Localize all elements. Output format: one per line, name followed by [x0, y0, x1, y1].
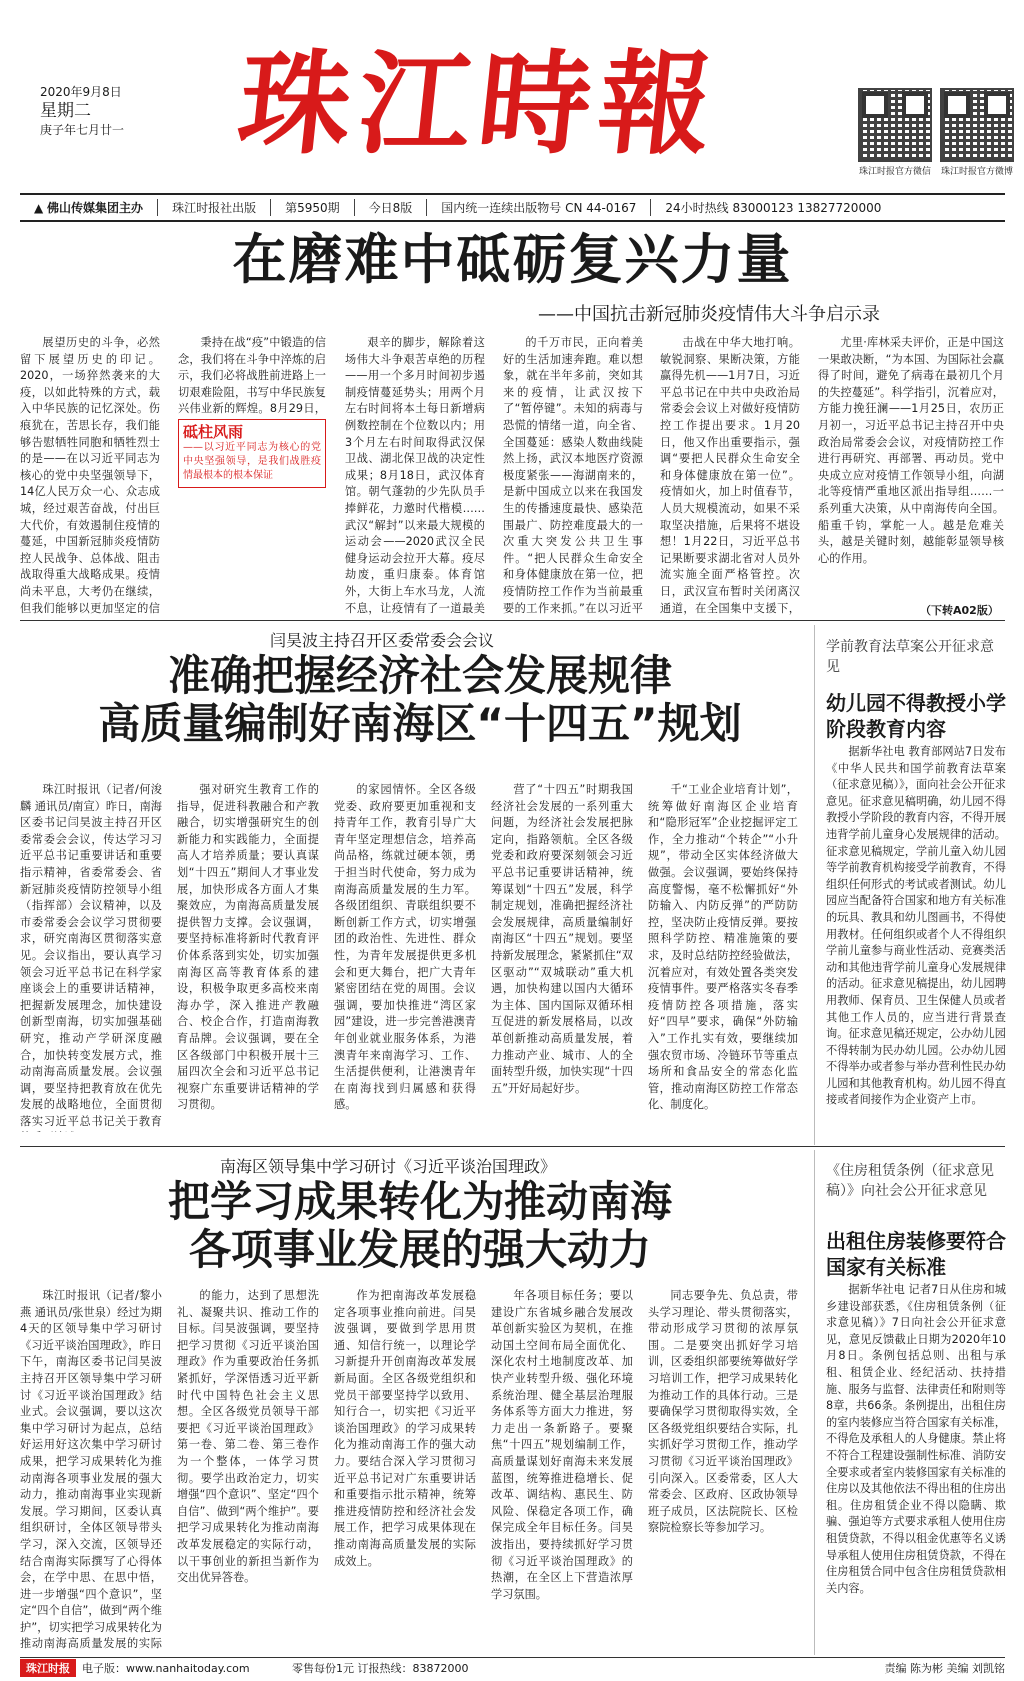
footer-tag: 珠江时报 — [20, 1659, 76, 1677]
issue-weekday: 星期二 — [40, 101, 91, 121]
masthead-date-block — [40, 84, 124, 138]
issue-date: 2020年9月8日 — [40, 85, 122, 99]
footer-price: 零售每份1元 订报热线：83872000 — [292, 1662, 469, 1675]
side1-body: 据新华社电 教育部网站7日发布《中华人民共和国学前教育法草案（征求意见稿）》，面向社会公开征求意见。征求意见稿明确，幼儿园不得教授小学阶段的教育内容，不得开展违背学前儿童身心发展规律的活动。征求意见稿规定，学前儿童入幼儿园等学前教育机构接受学前教育，不得组织任何形式的考试或者测试。幼儿园应当配备符合国家和地方有关标准的玩具、教具和幼儿图画书，不得使用教材。任何组织或者个人不得组织学前儿童参与商业性活动、竞赛类活动和其他违背学前儿童身心发展规律的活动。征求意见稿提出，幼儿园聘用教师、保育员、卫生保健人员或者其他工作人员的，应当进行背景查询。征求意见稿还规定，公办幼儿园不得转制为民办幼儿园。公办幼儿园不得举办或者参与举办营利性民办幼儿园和其他教育机构。幼儿园不得直接或者间接作为企业资产上市。 — [826, 745, 1006, 1107]
story2-column-2: 强对研究生教育工作的指导，促进科教融合和产教融合，切实增强研究生的创新能力和实践能力，全面提高人才培养质量；要认真谋划“十四五”期间人才事业发展，加快形成各方面人才集聚效应，为南海高质量发展提供智力支撑。会议强调，要坚持标准将新时代教育评价体系落到实处，切实加强南海区高等教育体系的建设，积极争取更多高校来南海办学，深入推进产教融合、校企合作，打造南海教育品牌。会议强调，要在全区各级部门中积极开展十三届四次全会和习近平总书记视察广东重要讲话精神的学习贯彻。 — [177, 783, 319, 1112]
continued-note: （下转A02版） — [920, 604, 999, 617]
newspaper-logo: 珠江時報 — [232, 39, 726, 170]
story3-headline-line2: 各项事业发展的强大动力 — [188, 1225, 651, 1274]
page-footer — [20, 1657, 1005, 1678]
sidebar-divider-2 — [814, 1150, 815, 1655]
story3-headline-line1: 把学习成果转化为推动南海 — [167, 1177, 672, 1226]
weibo-qr-code — [940, 88, 1014, 162]
lead-inset-text: ——以习近平同志为核心的党中央坚强领导，是我们战胜疫情最根本的根本保证 — [183, 441, 321, 481]
issue-number: 第5950期 — [271, 199, 355, 216]
side2-kicker: 《住房租赁条例（征求意见稿）》向社会公开征求意见 — [826, 1163, 994, 1199]
organizer: ▲ 佛山传媒集团主办 — [20, 199, 158, 216]
weibo-qr-caption: 珠江时报官方微博 — [940, 167, 1013, 177]
side1-kicker: 学前教育法草案公开征求意见 — [826, 639, 994, 675]
hotline: 24小时热线 83000123 13827720000 — [665, 201, 882, 215]
story2-column-5: 千“工业企业培育计划”，统筹做好南海区企业培育和“隐形冠军”企业挖掘评定工作，全力推动“个转企”“小升规”，带动全区实体经济做大做强。会议强调，要始终保持高度警惕，毫不松懈抓好“外防输入、内防反弹”的严防防控，坚决防止疫情反弹。要按照科学防控、精准施策的要求，及时总结防控经验做法，沉着应对，有效处置各类突发疫情事件。要严格落实冬春季疫情防控各项措施，落实好“四早”要求，确保“外防输入”工作扎实有效，要继续加强农贸市场、冷链环节等重点场所和食品安全的常态化监管，推动南海区防控工作常态化、制度化。 — [648, 783, 798, 1112]
sidebar-divider-1 — [814, 625, 815, 1145]
lunar-date: 庚子年七月廿一 — [40, 123, 125, 137]
story2-column-3: 的家园情怀。全区各级党委、政府要更加重视和支持青年工作，教育引导广大青年坚定理想信念，培养高尚品格，练就过硬本领，勇于担当时代使命，努力成为南海高质量发展的生力军。各级团组织、青联组织要不断创新工作方式，切实增强团的政治性、先进性、群众性，为青年发展提供更多机会和更大舞台，把广大青年紧密团结在党的周围。会议强调，要加快推进“湾区家园”建设，进一步完善港澳青年创业就业服务体系，为港澳青年来南海学习、工作、生活提供便利，让港澳青年在南海找到归属感和获得感。 — [334, 783, 476, 1112]
section-divider-2 — [20, 1146, 1005, 1147]
lead-subtitle: ——中国抗击新冠肺炎疫情伟大斗争启示录 — [538, 304, 880, 325]
footer-editor: 责编 陈为彬 美编 刘凯铭 — [884, 1662, 1005, 1675]
story2-column-4: 营了“十四五”时期我国经济社会发展的一系列重大问题，为经济社会发展把脉定向，指路领航。全区各级党委和政府要深刻领会习近平总书记重要讲话精神，统筹谋划“十四五”发展，科学制定规划，准确把握经济社会发展规律，高质量编制好南海区“十四五”规划。要坚持新发展理念，紧紧抓住“双区驱动”“双城联动”重大机遇，加快构建以国内大循环为主体、国内国际双循环相互促进的新发展格局，以改革创新推动高质量发展，着力推动产业、城市、人的全面转型升级，加快实现“十四五”开好局起好步。 — [491, 783, 633, 1095]
lead-column-6: 尤里·库林采夫评价，正是中国这一果敢决断，“为本国、为国际社会赢得了时间，避免了病毒在最初几个月的失控蔓延”。科学指引，沉着应对，方能力挽狂澜——1月25日，农历正月初一，习近平总书记主持召开中央政治局常委会会议，对疫情防控工作进行再研究、再部署、再动员。党中央成立应对疫情工作领导小组，向湖北等疫情严重地区派出指导组……一系列重大决策，从中南海传向全国。船重千钧，掌舵一人。越是危难关头，越是关键时刻，越能彰显领导核心的作用。 — [818, 336, 1004, 565]
story3-column-5: 同志要争先、负总责，带头学习理论、带头贯彻落实，带动形成学习贯彻的浓厚氛围。二是要突出抓好学习培训，区委组织部要统筹做好学习培训工作，把学习成果转化为推动工作的具体行动。三是要确保学习贯彻取得实效，全区各级党组织要结合实际，扎实抓好学习贯彻工作，推动学习贯彻《习近平谈治国理政》引向深入。区委常委，区人大常委会、区政府、区政协领导班子成员，区法院院长、区检察院检察长等参加学习。 — [648, 1289, 798, 1535]
lead-column-1: 展望历史的斗争，必然留下展望历史的印记。2020，一场猝然袭来的大疫，以如此特殊的方式，载入中华民族的记忆深处。伤痕犹在，苦思长存，我们能够告慰牺牲同胞和牺牲烈士的是——在以习近平同志为核心的党中央坚强领导下，14亿人民万众一心、众志成城，经过艰苦奋战，付出巨大代价，有效遏制住疫情的蔓延，中国新冠肺炎疫情防控人民战争、总体战、阻击战取得重大战略成果。疫情尚未平息，大考仍在继续，但我们能够以更加坚定的信 — [20, 336, 160, 615]
page-count: 今日8版 — [355, 199, 428, 216]
lead-column-2: 秉持在战“疫”中锻造的信念，我们将在斗争中淬炼的启示，我们必将战胜前进路上一切艰难险阻，书写中华民族复兴伟业新的辉煌。8月29日， 砥柱风雨 ——以习近平同志为核心的党中央坚强领导，是我们战胜疫情最根本的根本保证 — [178, 335, 326, 615]
lead-inset-box — [178, 419, 326, 488]
wechat-qr-code — [858, 88, 932, 162]
side2-body: 据新华社电 记者7日从住房和城乡建设部获悉，《住房租赁条例（征求意见稿）》7日向社会公开征求意见，意见反馈截止日期为2020年10月8日。条例包括总则、出租与承租、租赁企业、经纪活动、扶持措施、服务与监督、法律责任和附则等8章，共66条。条例提出，出租住房的室内装修应当符合国家有关标准，不得危及承租人的人身健康。禁止将不符合工程建设强制性标准、消防安全要求或者室内装修国家有关标准的住房以及其他依法不得出租的住房出租。住房租赁企业不得以隐瞒、欺骗、强迫等方式要求承租人使用住房租赁贷款，不得以租金优惠等名义诱导承租人使用住房租赁贷款，不得在住房租赁合同中包含住房租赁贷款相关内容。 — [826, 1283, 1006, 1595]
story2-headline-line1: 准确把握经济社会发展规律 — [167, 651, 672, 700]
lead-inset-title: 砥柱风雨 — [183, 423, 244, 441]
story2-column-1: 珠江时报讯（记者/何浚麟 通讯员/南宣）昨日，南海区委书记闫昊波主持召开区委常委会会议，传达学习习近平总书记重要讲话和重要指示精神，省委常委会、省新冠肺炎疫情防控领导小组（指挥部）会议精神，以及市委常委会会议学习贯彻要求，研究南海区贯彻落实意见。会议指出，要认真学习领会习近平总书记在科学家座谈会上的重要讲话精神，把握新发展理念，加快建设创新型南海，切实加强基础研究，推动产学研深度融合，加快转变发展方式，推动南海高质量发展。会议强调，要坚持把教育放在优先发展的战略地位，全面贯彻落实习近平总书记关于教育 — [20, 783, 162, 1128]
publisher: 珠江时报社出版 — [158, 199, 271, 216]
wechat-qr-caption: 珠江时报官方微信 — [858, 167, 931, 177]
story3-column-3: 作为把南海改革发展稳定各项事业推向前进。闫昊波强调，要做到学思用贯通、知信行统一，以理论学习新提升开创南海改革发展新局面。全区各级党组织和党员干部要坚持学以致用、知行合一，切实把《习近平谈治国理政》的学习成果转化为推动南海工作的强大动力。要结合深入学习贯彻习近平总书记对广东重要讲话和重要指示批示精神，统筹推进疫情防控和经济社会发展工作，把学习成果体现在推动南海高质量发展的实际成效上。 — [334, 1289, 476, 1568]
footer-site: 电子版：www.nanhaitoday.com — [82, 1662, 250, 1675]
lead-column-3: 艰辛的脚步，解除着这场伟大斗争艰苦卓绝的历程——用一个多月时间初步遏制疫情蔓延势头；用两个月左右时间将本土每日新增病例数控制在个位数以内；用3个月左右时间取得武汉保卫战、湖北保卫战的决定性成果；8月18日，武汉体育馆。朝气蓬勃的少先队员手捧鲜花，力邀时代楷模……武汉“解封”以来最大规模的运动会——2020武汉全民健身运动会拉开大幕。疫尽劫废，重归康泰。体育馆外，大街上车水马龙，人流不息，让疫情有了一道最美 — [345, 336, 485, 615]
story2-headline-line2: 高质量编制好南海区“十四五”规划 — [98, 699, 742, 748]
section-divider — [20, 620, 1005, 621]
masthead-info-bar — [20, 193, 1005, 222]
story3-kicker: 南海区领导集中学习研讨《习近平谈治国理政》 — [220, 1157, 557, 1176]
lead-headline: 在磨难中砥砺复兴力量 — [232, 228, 793, 291]
side1-headline: 幼儿园不得教授小学阶段教育内容 — [826, 691, 1006, 741]
lead-column-4: 的千万市民，正向着美好的生活加速奔跑。难以想象，就在半年多前，突如其来的疫情，让武汉按下了“暂停键”。未知的病毒与恐慌的情绪一道，向全省、全国蔓延：感染人数曲线陡然上扬，武汉本地医疗资源极度紧张——海湖南来的，是新中国成立以来在我国发生的传播速度最快、感染范围最广、防控难度最大的一次重大突发公共卫生事件。“把人民群众生命安全和身体健康放在第一位，把疫情防控工作作为当前最重要的工作来抓。”在以习近平 — [503, 336, 643, 615]
story2-kicker: 闫昊波主持召开区委常委会会议 — [270, 631, 495, 650]
story3-column-2: 的能力，达到了思想洗礼、凝聚共识、推动工作的目标。闫昊波强调，要坚持把学习贯彻《习近平谈治国理政》作为重要政治任务抓紧抓好，学深悟透习近平新时代中国特色社会主义思想。全区各级党员领导干部要把《习近平谈治国理政》第一卷、第二卷、第三卷作为一个整体，一体学习贯彻。要学出政治定力，切实增强“四个意识”、坚定“四个自信”、做到“两个维护”。要把学习成果转化为推动南海改革发展稳定的实际行动，以干事创业的新担当新作为交出优异答卷。 — [177, 1289, 319, 1585]
side2-headline: 出租住房装修要符合国家有关标准 — [826, 1229, 1006, 1279]
story3-column-4: 年各项目标任务；要以建设广东省城乡融合发展改革创新实验区为契机，在推动国土空间布局全面优化、深化农村土地制度改革、加快产业转型升级、强化环境系统治理、健全基层治理服务体系等方面大力推进，努力走出一条新路子。要聚焦“十四五”规划编制工作，高质量谋划好南海未来发展蓝图，统筹推进稳增长、促改革、调结构、惠民生、防风险、保稳定各项工作，确保完成全年目标任务。闫昊波指出，要持续抓好学习贯彻《习近平谈治国理政》的热潮，在全区上下营造浓厚学习氛围。 — [491, 1289, 633, 1601]
lead-column-5: 击战在中华大地打响。敏锐洞察、果断决策，方能赢得先机——1月7日，习近平总书记在中共中央政治局常委会会议上对做好疫情防控工作提出要求。1月20日，他又作出重要指示，强调“要把人民群众生命安全和身体健康放在第一位”。疫情如火，加上时值春节，人员大规模流动，如果不采取坚决措施，后果将不堪设想！1月22日，习近平总书记果断要求湖北省对人员外流实施全面严格管控。次日，武汉宣布暂时关闭离汉通道，在全国集中支援下， — [660, 336, 800, 615]
story3-column-1: 珠江时报讯（记者/黎小燕 通讯员/张世泉）经过为期4天的区领导集中学习研讨《习近平谈治国理政》，昨日下午，南海区委书记闫昊波主持召开区领导集中学习研讨《习近平谈治国理政》结业式。会议强调，要以这次集中学习研讨为起点，总结好运用好这次集中学习研讨成果，把学习成果转化为推动南海各项事业发展的强大动力，推动南海事业实现新发展。学习期间，区委认真组织研讨，全体区领导带头学习，深入交流，区领导还结合南海实际撰写了心得体会，在学中思、在思中悟，进一步增强“四个意识”，坚定“四个自信”，做到“两个维护”，切实把学习成果转化为推动南海高质量发展的实际 — [20, 1289, 162, 1650]
cn-number: 国内统一连续出版物号 CN 44-0167 — [427, 199, 651, 216]
